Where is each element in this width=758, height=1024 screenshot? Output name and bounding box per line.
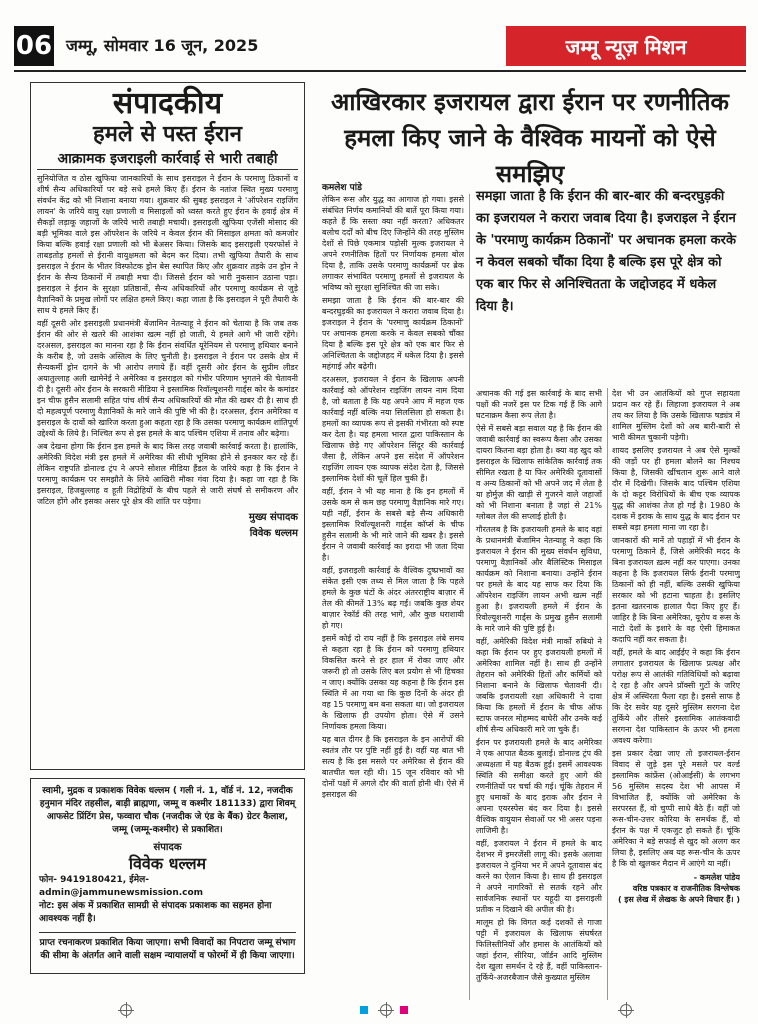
disclaimer-note: नोट: इस अंक में प्रकाशित सामग्री से संपादक प्रकाशक का सहमत होना आवश्यक नहीं है।	[39, 901, 272, 924]
article-paragraph: दरअसल, इजरायल ने ईरान के खिलाफ अपनी कार्रवाई को ऑपरेशन राइजिंग लायन नाम दिया है, जो बताता है कि यह अपने आप में महज एक कार्रवाई नहीं बल्कि नया सिलसिला हो सकता है। हमलों का व्यापक रूप से इसकी गंभीरता को स्पष्ट कर देता है। यह हमला भारत द्वारा पाकिस्तान के खिलाफ छेड़े गए ऑपरेशन सिंदूर की कार्रवाई जैसा है, लेकिन अपने इस संदेश में ऑपरेशन राइजिंग लायन एक व्यापक संदेश देता है, जिससे इस्लामिक देशों की चूलें हिल चुकी हैं।	[322, 375, 464, 483]
cyan-swatch	[360, 1006, 368, 1014]
article-paragraph: गौरतलब है कि इजरायली हमले के बाद वहां के प्रधानमंत्री बेंजामिन नेतन्याहू ने कहा कि इजरायल ने ईरान की मुख्य संवर्धन सुविधा, परमाणु वैज्ञानिकों और बैलिस्टिक मिसाइल कार्यक्रम को निशाना बनाया। उन्होंने ईरान पर हमले के बाद यह साफ कर दिया कि ऑपरेशन राइजिंग लायन अभी खत्म नहीं हुआ है। इजरायली हमले में ईरान के रिवोल्यूशनरी गार्ड्स के प्रमुख हुसैन सलामी के मारे जाने की पुष्टि हुई है।	[476, 525, 602, 633]
editor-name: विवेक धल्लम	[128, 854, 207, 873]
column-divider	[607, 388, 608, 1000]
article-byline: कमलेश पांडे	[322, 183, 362, 193]
magenta-swatch	[400, 1006, 408, 1014]
article-paragraph: वहीं, अमेरिकी विदेश मंत्री मार्को रुबियो ने कहा कि ईरान पर हुए इजरायली हमलों में अमेरिका शामिल नहीं है। साथ ही उन्होंने तेहरान को अमेरिकी हितों और कर्मियों को निशाना बनाने के खिलाफ चेतावनी दी। जबकि इजरायली रक्षा अधिकारी ने दावा किया कि हमलों में ईरान के चीफ ऑफ स्टाफ जनरल मोहम्मद बाघेरी और उनके कई शीर्ष सैन्य अधिकारी मारे जा चुके हैं।	[476, 637, 602, 734]
publisher-text: स्वामी, मुद्रक व प्रकाशक विवेक धल्लम ( गली नं. 1, वॉर्ड नं. 12, नजदीक हनुमान मंदिर तहसील, बाड़ी ब्राह्मणा, जम्मू व कश्मीर 181133) द्वारा शिवम् आफसेट प्रिंटिंग प्रेस, फव्वारा चौक (नजदीक जे एंड के बैंक) ग्रेटर कैलाश, जम्मू (जम्मू-कश्मीर) से प्रकाशित।	[39, 786, 296, 835]
page-header	[14, 26, 746, 66]
article-paragraph: मालूम हो कि विगत कई दशकों से गाजा पट्टी में इजरायल के खिलाफ संघर्षरत फिलिस्तीनियों और हमास के आतंकियों को जहां ईरान, सीरिया, जॉर्डन आदि मुस्लिम देश खुला समर्थन दे रहे हैं, वहीं पाकिस्तान-तुर्किये-अजरबैजान जैसे कुख्यात मुस्लिम	[476, 918, 602, 982]
author-role: वरिष्ठ पत्रकार व राजनीतिक विश्लेषक	[632, 884, 740, 893]
registration-mark-icon	[620, 1004, 632, 1016]
article-paragraph: समझा जाता है कि ईरान की बार-बार की बन्दरघुड़की का इजरायल ने करारा जवाब दिया है। इजराइल ने ईरान के 'परमाणु कार्यक्रम ठिकानों' पर अचानक हमला करके न केवल सबको चौंका दिया है बल्कि इस पूरे क्षेत्र को एक बार फिर से अनिश्चितता के जद्दोजहद में धकेल दिया है। इससे महंगाई और बढ़ेगी।	[322, 296, 464, 371]
author-note: ( इस लेख में लेखक के अपने विचार हैं। )	[617, 895, 740, 904]
column-divider	[469, 194, 470, 1000]
article-headline: आखिरकार इजरायल द्वारा ईरान पर रणनीतिक हमला किए जाने के वैश्विक मायनों को ऐसे समझिए	[331, 88, 729, 188]
issue-date: जम्मू, सोमवार 16 जून, 2025	[66, 36, 259, 55]
page-number: 06	[14, 26, 54, 66]
article-paragraph: वहीं, ईरान ने भी यह माना है कि इन हमलों में उसके कम से कम छह परमाणु वैज्ञानिक मारे गए। यही नहीं, ईरान के सबसे बड़े सैन्य अधिकारी इस्लामिक रिवॉल्यूशनरी गार्ड्स कॉर्प्स के चीफ हुसैन सलामी के भी मारे जाने की खबर है। इससे ईरान ने जवाबी कार्रवाई का इरादा भी जता दिया है।	[322, 487, 464, 562]
editorial-paragraph: वहीं दूसरी ओर इसराइली प्रधानमंत्री बेंजामिन नेतन्याहू ने ईरान को चेताया है कि जब तक ईरान की ओर से खतरे की आशंका खत्म नहीं हो जाती, ये हमले आगे भी जारी रहेंगे। दरअसल, इसराइल का मानना रहा है कि ईरान संवर्धित यूरेनियम से परमाणु हथियार बनाने के करीब है, जो उसके अस्तित्व के लिए चुनौती है। इसराइल ने ईरान पर उसके क्षेत्र में सैन्यकर्मी ड्रोन दागने के भी आरोप लगाये हैं। वहीं दूसरी ओर ईरान के सुप्रीम लीडर अयातुल्लाह अली खामेनेई ने अमेरिका व इसराइल को गंभीर परिणाम भुगतने की चेतावनी दी है। दूसरी ओर ईरान के सरकारी मीडिया ने इस्लामिक रिवॉल्यूशनरी गार्ड्स कोर के कमांडर इन चीफ हुसैन सलामी सहित पांच शीर्ष सैन्य अधिकारियों की मौत की खबर दी है। साथ ही दो महत्वपूर्ण परमाणु वैज्ञानिकों के मारे जाने की पुष्टि भी की है। दरअसल, ईरान अमेरिका व इसराइल के दावों को खारिज करता हुआ कहता रहा है कि उसका परमाणु कार्यक्रम शांतिपूर्ण उद्देश्यों के लिये है। निश्चित रूप से इस हमले के बाद पश्चिम एशिया में तनाव और बढ़ेगा।	[37, 319, 298, 438]
article-paragraph: ईरान पर इजरायली हमले के बाद अमेरिका ने एक आपात बैठक बुलाई। डोनाल्ड ट्रंप की अध्यक्षता में यह बैठक हुई। इसमें आवश्यक स्थिति की समीक्षा करते हुए आगे की रणनीतियों पर चर्चा की गई। चूंकि तेहरान में हुए धमाकों के बाद इराक और ईरान ने अपना एयरस्पेस बंद कर दिया है। इससे वैश्विक वायुयान सेवाओं पर भी असर पड़ना लाजिमी है।	[476, 738, 602, 835]
article-paragraph: देश भी उन आतंकियों को गुप्त सहायता प्रदान कर रहे हैं। लिहाजा इजरायल ने अब तय कर लिया है कि उसके खिलाफ षड्यंत्र में शामिल मुस्लिम देशों को अब बारी-बारी से भारी कीमत चुकानी पड़ेगी।	[612, 389, 740, 442]
article-paragraph: इसमें कोई दो राय नहीं है कि इसराइल लंबे समय से कहता रहा है कि ईरान को परमाणु हथियार विकसित करने से हर हाल में रोका जाए और जरूरी हो तो उसके लिए बल प्रयोग से भी हिचका न जाए। क्योंकि उसका यह कहना है कि ईरान इस स्थिति में आ गया था कि कुछ दिनों के अंदर ही वह 15 परमाणु बम बना सकता था। जो इजरायल के खिलाफ ही उपयोग होता। ऐसे में उसने निर्णायक हमला किया।	[322, 634, 464, 731]
newspaper-masthead: जम्मू न्यूज़ मिशन	[506, 26, 746, 66]
article-paragraph: लेकिन रूस और युद्ध का आगाज हो गया। इससे संबंधित निर्णय कमानियों की बातें पूरा किया गया। कहते हैं कि सस्ता क्या नहीं करता? अधिकतर बलोच दर्दों को बीच दिए जिन्होंने की तरह मुस्लिम देशों से पिछे एकमात्र पड़ोसी मुल्क इजरायल ने अपने रणनीतिक हितों पर निर्णायक हमला बोल दिया है, ताकि उसके परमाणु कार्यक्रमों पर ब्रेक लगाकर संभावित परमाणु हमलों से इजरायल के भविष्य को सुरक्षा सुनिश्चित की जा सके।	[322, 195, 464, 292]
article-paragraph: वहीं, इजरायल ने ईरान में हमले के बाद देशभर में इमरजेंसी लागू की। इसके अलावा इजरायल ने दुनिया भर में अपने दूतावास बंद करने का ऐलान किया है। साथ ही इसराइल ने अपने नागरिकों से सतर्क रहने और सार्वजनिक स्थानों पर यहूदी या इसराइली प्रतीक न दिखाने की अपील की है।	[476, 839, 602, 914]
article-paragraph: शायद इसलिए इजरायल ने अब ऐसे मुल्कों की जड़ों पर ही हमला बोलने का निश्चय किया है, जिसकी खींचतान शुरू आने वाले दौर में दिखेगी। जिसके बाद पश्चिम एशिया के दो कट्टर विरोधियों के बीच एक व्यापक युद्ध की आशंका तेज हो गई है। 1980 के दशक में इराक के साथ युद्ध के बाद ईरान पर सबसे बड़ा हमला माना जा रहा है।	[612, 446, 740, 532]
article-paragraph: अचानक की गई इस कार्रवाई के बाद सभी पक्षों की नजरें इस पर टिक गई हैं कि आगे घटनाक्रम कैसा रूप लेता है।	[476, 389, 602, 420]
editorial-heading: संपादकीय	[112, 86, 223, 121]
editorial-signature-title: मुख्य संपादक	[248, 512, 298, 523]
article-paragraph: इस प्रकार देखा जाए तो इजरायल-ईरान विवाद से जुड़े इस पूरे मसले पर वर्ल्ड इस्लामिक कांफ्रेंस (ओआईसी) के लगभग 56 मुस्लिम सदस्य देश भी आपस में विभाजित हैं, क्योंकि जो अमेरिका के सरपरस्त हैं, वो चुप्पी साधे बैठे हैं। वहीं जो रूस-चीन-उत्तर कोरिया के समर्थक हैं, वो ईरान के पक्ष में एकजुट हो सकते हैं। चूंकि अमेरिका ने बड़े सफाई से खुद को अलग कर लिया है, इसलिए अब यह रूस-चीन के ऊपर है कि वो खुलकर मैदान में आएंगे या नहीं।	[612, 749, 740, 868]
imprint-box	[30, 778, 305, 974]
editorial-box	[30, 82, 305, 770]
article-paragraph: जानकारों की मानें तो पहाड़ों में भी ईरान के परमाणु ठिकाने हैं, जिसे अमेरिकी मदद के बिना इजरायल ख़त्म नहीं कर पाएगा। उनका कहना है कि इजरायल सिर्फ ईरानी परमाणु ठिकानों को ही नहीं, बल्कि उसकी खुफिया सरकार को भी हटाना चाहता है। इसलिए इतना खतरनाक हालात पैदा किए हुए हैं। जाहिर है कि बिना अमेरिका, यूरोप व रूस के नाटो देशों के इशारे के वह ऐसी हिमाकत कदापि नहीं कर सकता है।	[612, 536, 740, 644]
header-rule	[14, 70, 746, 72]
article-column-1	[322, 194, 464, 1000]
article-column-3	[612, 388, 740, 1000]
editorial-paragraph: सुनियोजित व ठोस खुफिया जानकारियों के साथ इसराइल ने ईरान के परमाणु ठिकानों व शीर्ष सैन्य अधिकारियों पर बड़े सधे हमले किए हैं। ईरान के नतांज स्थित मुख्य परमाणु संवर्धन केंद्र को भी निशाना बनाया गया। शुक्रवार की सुबह इसराइल ने 'ऑपरेशन राइजिंग लायन' के जरिये वायु रक्षा प्रणाली व मिसाइलों को ध्वस्त करते हुए ईरान के हवाई क्षेत्र में सैकड़ों लड़ाकू जहाजों के जरिये भारी तबाही मचायी। इसराइली खुफिया एजेंसी मोसाद की बड़ी भूमिका वाले इस ऑपरेशन के जरिये न केवल ईरान की मिसाइल क्षमता को कमजोर किया बल्कि हवाई रक्षा प्रणाली को भी बेअसर किया। जिसके बाद इसराइली एयरफोर्स ने ताबड़तोड़ हमलों से ईरानी वायुक्षमता को बेदम कर दिया। तभी खुफिया तैयारी के साथ इसराइल ने ईरान के भीतर विस्फोटक ड्रोन बेस स्थापित किए और शुक्रवार तड़के उन ड्रोन ने ईरान के सैन्य ठिकानों में तबाही मचा दी। जिससे ईरान को भारी नुकसान उठाना पड़ा। इसराइल ने ईरान के सुरक्षा प्रतिष्ठानों, सैन्य अधिकारियों और परमाणु कार्यक्रम से जुड़े वैज्ञानिकों के प्रमुख लोगों पर लक्षित हमले किए। कहा जाता है कि इसराइल ने पूरी तैयारी के साथ ये हमले किए हैं।	[37, 174, 298, 315]
registration-mark-icon	[120, 1004, 132, 1016]
article-author: - कमलेश पांडेय	[693, 873, 740, 882]
article-paragraph: वहीं, हमले के बाद आईईए ने कहा कि ईरान लगातार इजरायल के खिलाफ प्रत्यक्ष और परोक्ष रूप से आतंकी गतिविधियों को बढ़ावा दे रहा है और अपने प्रॉक्सी गुटों के जरिए क्षेत्र में अस्थिरता फैला रहा है। इससे साफ है कि देर सवेर यह दूसरे मुस्लिम सरगना देश तुर्किये और तीसरे इस्लामिक आतंकवादी सरगना देश पाकिस्तान के ऊपर भी हमला अवश्य करेगा।	[612, 648, 740, 745]
legal-jurisdiction: प्राप्त रचनाकरण प्रकाशित किया जाएगा। सभी विवादों का निपटारा जम्मू संभाग की सीमा के अंतर्गत आने वाली सक्षम न्यायालयों व फोरमों में ही किया जाएगा।	[39, 932, 296, 963]
editor-label: संपादक	[153, 842, 182, 853]
editorial-paragraph: अब देखना होगा कि ईरान इस हमले के बाद किस तरह जवाबी कार्रवाई करता है। हालांकि, अमेरिकी विदेश मंत्री इस हमले में अमेरिका की सीधी भूमिका होने से इनकार कर रहे हैं। लेकिन राष्ट्रपति डोनाल्ड ट्रंप ने अपने सोशल मीडिया हैंडल के जरिये कहा है कि ईरान ने परमाणु कार्यक्रम पर समझौते के लिये आखिरी मौका गंवा दिया है। कहा जा रहा है कि इसराइल, हिजबुल्लाह व हूती विद्रोहियों के बीच पहले से जारी संघर्ष से समीकरण और जटिल होंगे और इसका असर पूरे क्षेत्र की शांति पर पड़ेगा।	[37, 442, 298, 506]
article-column-2	[476, 388, 602, 1000]
editorial-title: हमले से पस्त ईरान	[93, 122, 242, 147]
contact-info: फोन- 9419180421, ईमेल- admin@jammunewsmission.com	[39, 875, 204, 898]
article-paragraph: यह बात दीगर है कि इसराइल के इन आरोपों की स्वतंत्र तौर पर पुष्टि नहीं हुई है। वहीं यह बात भी सत्य है कि इस मसले पर अमेरिका से ईरान की बातचीत चल रही थी। 15 जून रविवार को भी दोनों पक्षों में अगले दौर की वार्ता होनी थी। ऐसे में इसराइल की	[322, 735, 464, 799]
article-paragraph: ऐसे में सबसे बड़ा सवाल यह है कि ईरान की जवाबी कार्रवाई का स्वरूप कैसा और उसका दायरा कितना बड़ा होता है। क्या वह खुद को इसराइल के खिलाफ सांकेतिक कार्रवाई तक सीमित रखता है या फिर अमेरिकी दूतावासों व अन्य ठिकानों को भी अपने जद में लेता है या होर्मुज़ की खाड़ी से गुजरने वाले जहाजों को भी निशाना बनाता है जहां से 21% ग्लोबल तेल की सप्लाई होती है।	[476, 424, 602, 521]
editorial-signature-name: विवेक धल्लम	[249, 528, 298, 539]
editorial-body	[37, 173, 298, 507]
editorial-subheading: आक्रामक इजराइली कार्रवाई से भारी तबाही	[37, 149, 298, 170]
article-pullquote: समझा जाता है कि ईरान की बार-बार की बन्दरघुड़की का इजरायल ने करारा जवाब दिया है। इजराइल ने ईरान के 'परमाणु कार्यक्रम ठिकानों' पर अचानक हमला करके न केवल सबको चौंका दिया है बल्कि इस पूरे क्षेत्र को एक बार फिर से अनिश्चितता के जद्दोजहद में धकेल दिया है।	[476, 189, 736, 314]
article-paragraph: वहीं, इजराइली कार्रवाई के वैश्विक दुष्प्रभावों का संकेत इसी एक तथ्य से मिल जाता है कि पहले हमले के कुछ घंटों के अंदर अंतरराष्ट्रीय बाज़ार में तेल की कीमतें 13% बढ़ गईं। जबकि कुछ शेयर बाज़ार रेकॉर्ड की तरह भागे, और कुछ धराशायी हो गए।	[322, 566, 464, 630]
registration-mark-icon	[380, 1004, 392, 1016]
